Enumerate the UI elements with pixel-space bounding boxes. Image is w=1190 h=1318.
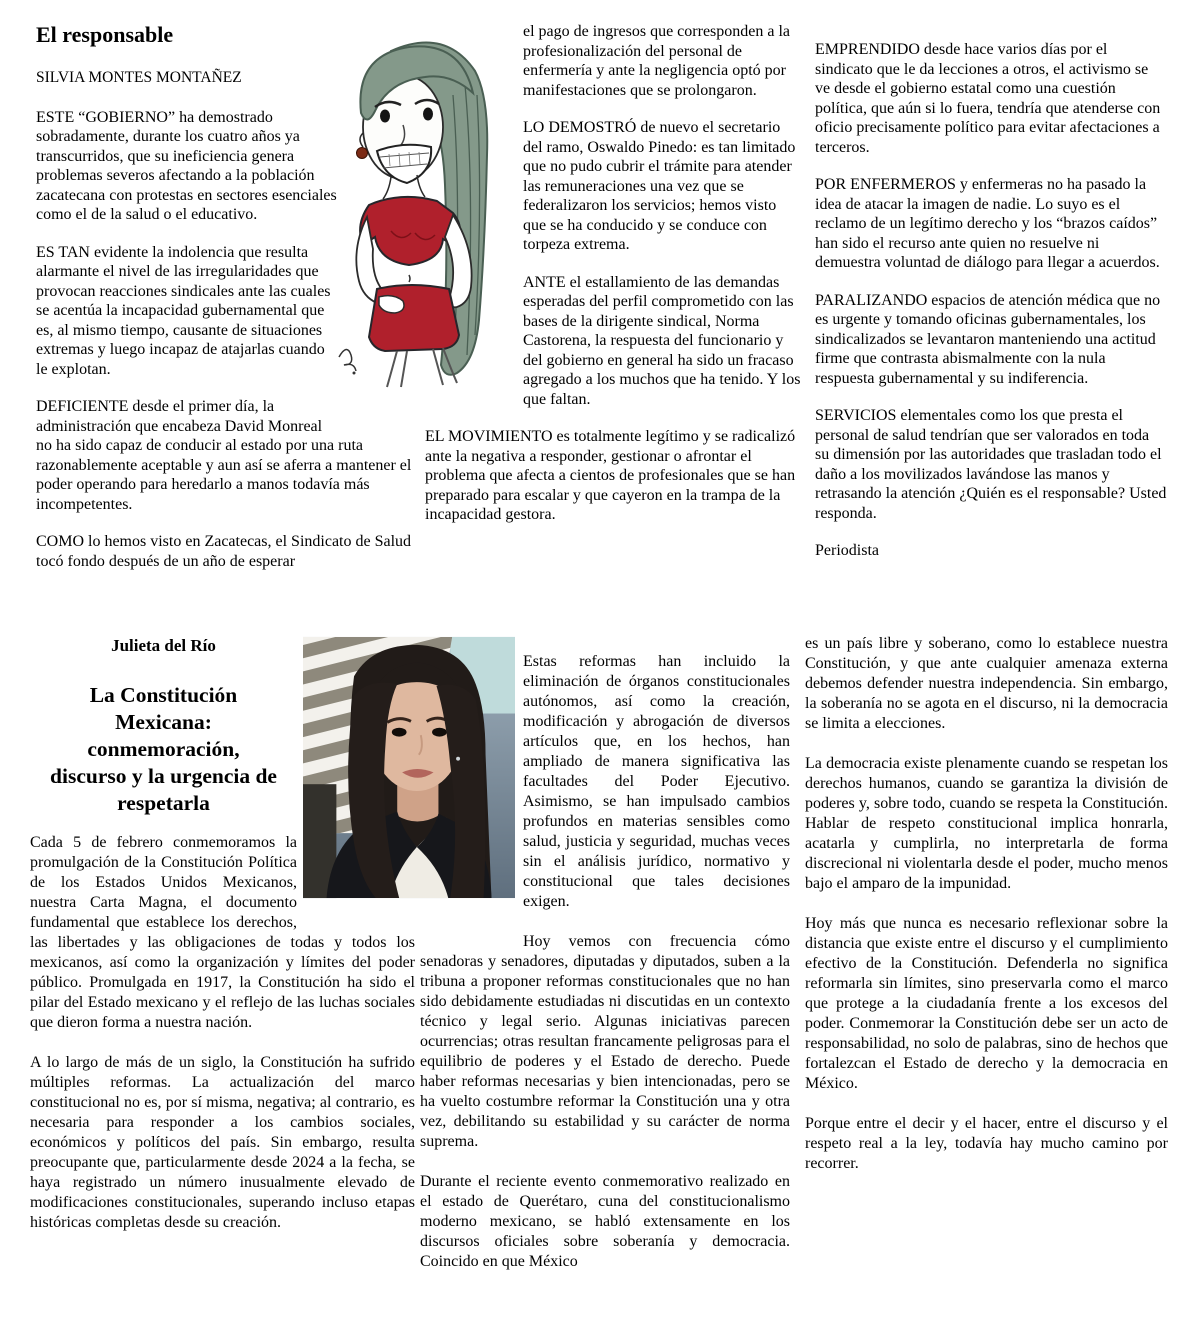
paragraph: POR ENFERMEROS y enfermeras no ha pasado la idea de atacar la imagen de nadie. Lo suyo es el reclamo de un legítimo derecho y los “brazos caídos” han sido el recurso ante quien no resuelve ni demuestra voluntad de diálogo para llegar a acuerdos. [815,176,1160,271]
author-portrait-photo [303,635,515,900]
paragraph: ESTE “GOBIERNO” ha demostrado sobradamente, durante los cuatro años ya transcurridos, que su ineficiencia genera problemas severos afectando a la población zacatecana con protestas en sectores esenciales como el de la salud o el educativo. [36,108,337,223]
paragraph: ES TAN evidente la indolencia que resulta alarmante el nivel de las irregularidades que provocan reacciones sindicales ante las cuales se acentúa la incapacidad gubernamental que es, al mismo tiempo, causante de situaciones extremas y luego incapaz de atajarlas cuando le explotan. [36,243,331,378]
paragraph: EMPRENDIDO desde hace varios días por el sindicato que le da lecciones a otros, el activismo se ve desde el gobierno estatal como una cuestión política, que aún si lo fuera, tendría que atenderse con oficio precisamente político para evitar afectaciones a terceros. [815,41,1161,156]
paragraph: A lo largo de más de un siglo, la Constitución ha sufrido múltiples reformas. La actualización del marco constitucional no es, por sí misma, negativa; al contrario, es necesaria para responder a los cambios sociales, económicos y políticos del país. Sin embargo, resulta preocupante que, particularmente desde 2024 a la fecha, se haya registrado un número inusualmente elevado de modificaciones constitucionales, superando incluso etapas históricas completas desde su creación. [30,1054,415,1231]
title-line: conmemoración, [87,737,240,761]
title-line: La Constitución [89,683,238,707]
woman-caricature-illustration [333,35,511,390]
top-article-column-3-paragraphs [815,40,1167,523]
bottom-article-column-3-paragraphs [805,634,1168,1174]
paragraph: Durante el reciente evento conmemorativo realizado en el estado de Querétaro, cuna del constitucionalismo moderno mexicano, se habló extensamente en los discursos oficiales sobre soberanía y democracia. Coincido en que México [420,1173,790,1270]
top-article-byline: SILVIA MONTES MONTAÑEZ [36,69,242,86]
title-line: Mexicana: [115,710,212,734]
paragraph: EL MOVIMIENTO es totalmente legítimo y se radicalizó ante la negativa a responder, gestionar o afrontar el problema que afecta a cientos de profesionales que se han preparado para escalar y que cayeron en la trampa de la incapacidad gestora. [425,428,796,523]
paragraph: el pago de ingresos que corresponden a la profesionalización del personal de enfermería y ante la negligencia optó por manifestaciones que se prolongaron. [523,23,791,99]
paragraph: Cada 5 de febrero conmemoramos la promulgación de la Constitución Política de los Estados Unidos Mexicanos, nuestra Carta Magna, el documento fundamental que establece los derechos, las libertades y las obligaciones de todas y todos los mexicanos, así como la organización y límites del poder público. Promulgada en 1917, la Constitución ha sido el pilar del Estado mexicano y el reflejo de las luchas sociales que dieron forma a nuestra nación. [30,834,415,1031]
paragraph: ANTE el estallamiento de las demandas esperadas del perfil comprometido con las bases de la dirigente sindical, Norma Castorena, la respuesta del funcionario y del gobierno en general ha sido un fracaso agregado a los muchos que ha tenido. Y los que faltan. [523,273,801,408]
top-article-signoff: Periodista [815,542,879,559]
paragraph: SERVICIOS elementales como los que presta el personal de salud tendrían que ser valorados en toda su dimensión por las autoridades que trasladan todo el daño a los movilizados lavándose las manos y retrasando la atención ¿Quién es el responsable? Usted responda. [815,407,1167,522]
paragraph: LO DEMOSTRÓ de nuevo el secretario del ramo, Oswaldo Pinedo: es tan limitado que no pudo cubrir el trámite para atender las remuneraciones una vez que se federalizaron los servicios; hemos visto que se ha conducido y se conduce con torpeza extrema. [523,119,796,253]
title-line: discurso y la urgencia de [50,764,277,788]
paragraph: DEFICIENTE desde el primer día, la administración que encabeza David Monreal no ha sido capaz de conducir al estado por una ruta razonablemente aceptable y aun así se aferra a mantener el poder operando para heredarlo a manos todavía más incompetentes. [36,398,412,513]
title-line: respetarla [117,791,210,815]
paragraph: Hoy vemos con frecuencia cómo senadoras y senadores, diputadas y diputados, suben a la tribuna a proponer reformas constitucionales que no han sido debidamente estudiadas ni discutidas en un contexto técnico y legal serio. Algunas iniciativas parecen ocurrencias; otras resultan francamente peligrosas para el equilibrio de poderes y el Estado de derecho. Puede haber reformas necesarias y bien intencionadas, pero se ha vuelto costumbre reformar la Constitución una y otra vez, debilitando su estabilidad y su carácter de norma suprema. [420,933,790,1150]
paragraph: Estas reformas han incluido la eliminación de órganos constitucionales autónomos, así como la creación, modificación y abrogación de diversos artículos que, en los hechos, han ampliado de manera significativa las facultades del Poder Ejecutivo. Asimismo, se han impulsado cambios profundos en materias sensibles como salud, justicia y seguridad, muchas veces sin el análisis jurídico, normativo y constitucional que tales decisiones exigen. [523,653,790,910]
top-article-column-3 [815,40,1167,579]
paragraph: es un país libre y soberano, como lo establece nuestra Constitución, y que ante cualquier amenaza externa debemos defender nuestra independencia. Sin embargo, la soberanía no se agota en el discurso, ni la democracia se limita a elecciones. [805,635,1168,732]
top-article-title: El responsable [36,22,174,47]
artist-signature [339,349,356,371]
bottom-article-column-3 [805,634,1168,1194]
bottom-article-byline: Julieta del Río [111,636,216,655]
paragraph: Hoy más que nunca es necesario reflexionar sobre la distancia que existe entre el discurso y el cumplimiento efectivo de la Constitución. Defenderla no significa reformarla sin límites, sino preservarla como el marco que protege a la ciudadanía frente a los excesos del poder. Conmemorar la Constitución debe ser un acto de responsabilidad, no solo de palabras, sino de hechos que fortalezcan el Estado de derecho y la democracia en México. [805,915,1168,1092]
paragraph: COMO lo hemos visto en Zacatecas, el Sindicato de Salud tocó fondo después de un año de esperar [36,533,412,570]
paragraph: Porque entre el decir y el hacer, entre el discurso y el respeto real a la ley, todavía hay mucho camino por recorrer. [805,1115,1168,1172]
paragraph: La democracia existe plenamente cuando se respetan los derechos humanos, cuando se garantiza la división de poderes y, sobre todo, cuando se respeta la Constitución. Hablar de respeto constitucional implica honrarla, acatarla y cumplirla, no interpretarla de forma discrecional ni violentarla desde el poder, mucho menos bajo el amparo de la impunidad. [805,755,1168,892]
paragraph: PARALIZANDO espacios de atención médica que no es urgente y tomando oficinas gubernamentales, los sindicalizados se levantaron manteniendo una actitud firme que contrasta abismalmente con la nula respuesta gubernamental y su indiferencia. [815,291,1161,387]
